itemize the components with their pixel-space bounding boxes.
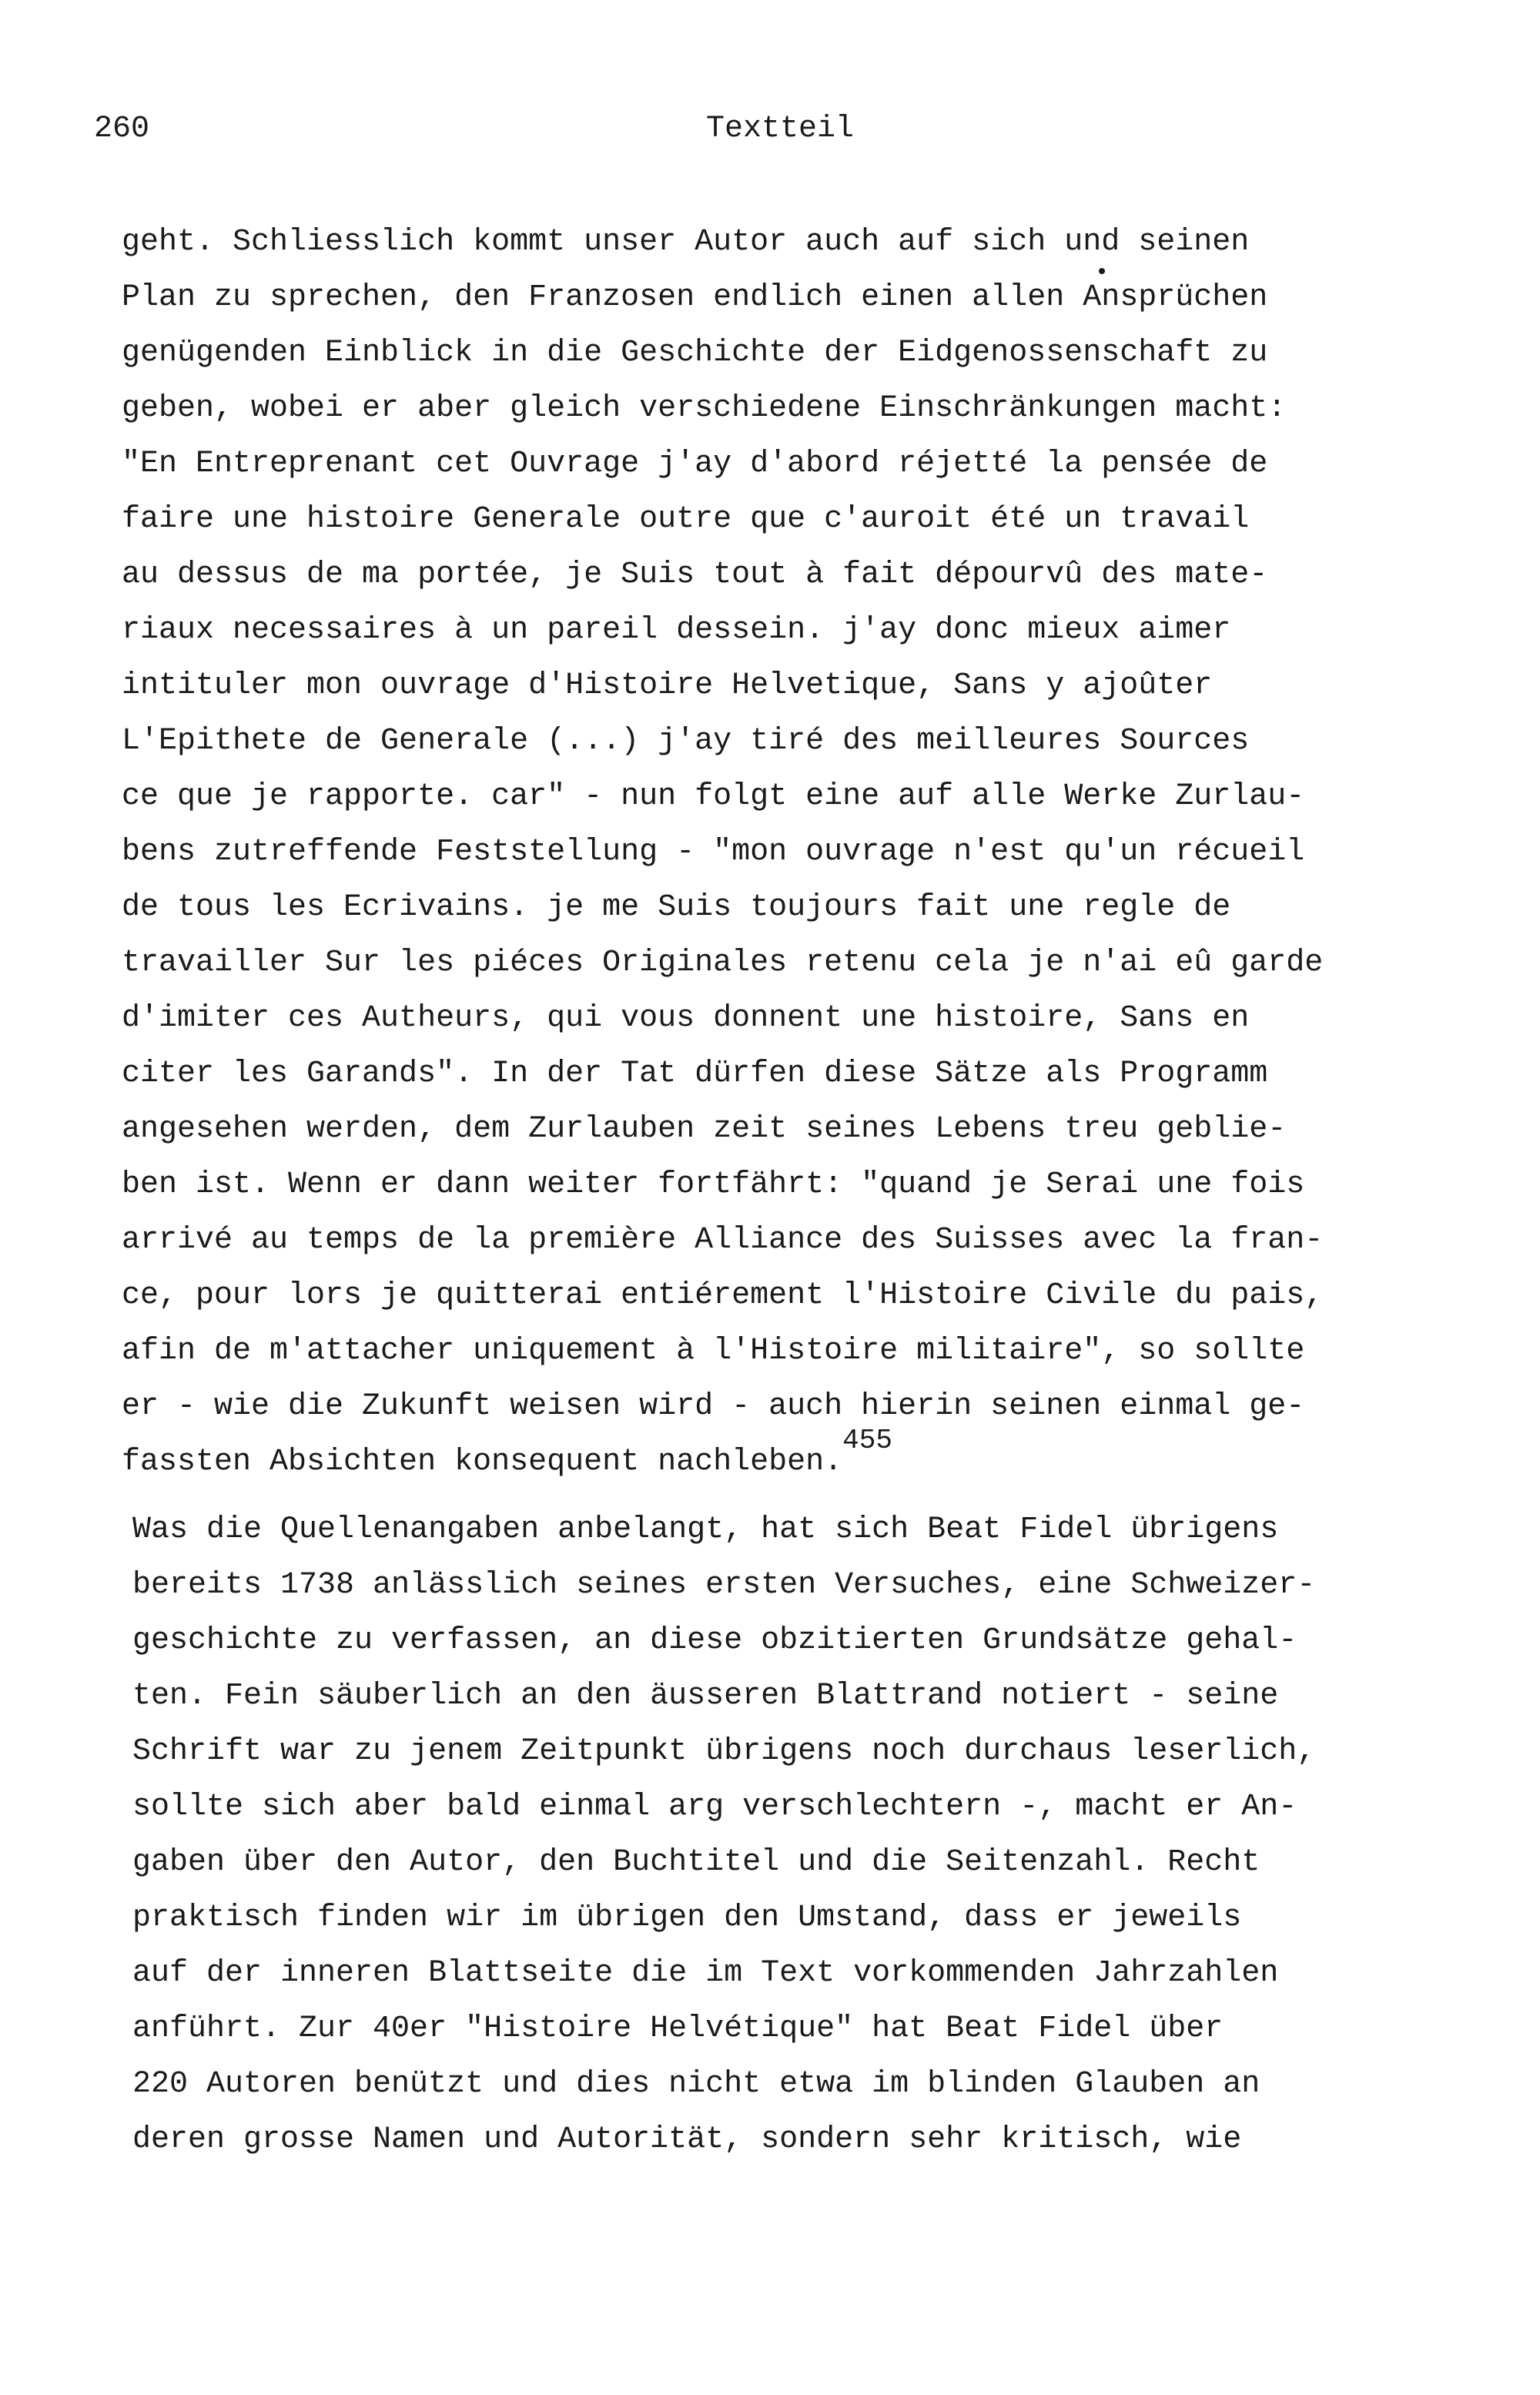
- page-header: [94, 106, 879, 152]
- text-line: er - wie die Zukunft weisen wird - auch hierin seinen einmal ge-: [122, 1389, 1305, 1424]
- text-line: geht. Schliesslich kommt unser Autor auch auf sich und seinen: [122, 225, 1250, 260]
- text-line: Plan zu sprechen, den Franzosen endlich einen allen Ansprüchen: [122, 280, 1268, 315]
- text-line: faire une histoire Generale outre que c'auroit été un travail: [122, 502, 1250, 537]
- text-line: anführt. Zur 40er "Histoire Helvétique" hat Beat Fidel über: [132, 2011, 1224, 2046]
- text-line: "En Entreprenant cet Ouvrage j'ay d'abord réjetté la pensée de: [122, 447, 1268, 481]
- page-number: 260: [94, 112, 150, 146]
- text-line: intituler mon ouvrage d'Histoire Helvetique, Sans y ajoûter: [122, 668, 1213, 703]
- text-line: ce, pour lors je quitterai entiérement l'Histoire Civile du pais,: [122, 1278, 1324, 1313]
- running-title: Textteil: [706, 112, 855, 146]
- text-line: d'imiter ces Autheurs, qui vous donnent une histoire, Sans en: [122, 1001, 1250, 1036]
- footnote-reference: 455: [842, 1425, 892, 1456]
- text-line: genügenden Einblick in die Geschichte der Eidgenossenschaft zu: [122, 336, 1268, 370]
- text-line: sollte sich aber bald einmal arg verschlechtern -, macht er An-: [132, 1790, 1297, 1824]
- text-line: gaben über den Autor, den Buchtitel und die Seitenzahl. Recht: [132, 1845, 1260, 1880]
- text-line: deren grosse Namen und Autorität, sondern sehr kritisch, wie: [132, 2122, 1242, 2157]
- text-line: afin de m'attacher uniquement à l'Histoire militaire", so sollte: [122, 1334, 1305, 1368]
- text-line: geben, wobei er aber gleich verschiedene Einschränkungen macht:: [122, 391, 1287, 426]
- text-line: angesehen werden, dem Zurlauben zeit seines Lebens treu geblie-: [122, 1112, 1287, 1147]
- text-line: ten. Fein säuberlich an den äusseren Blattrand notiert - seine: [132, 1679, 1279, 1713]
- text-line: de tous les Ecrivains. je me Suis toujours fait une regle de: [122, 890, 1231, 925]
- text-line-last: [122, 1425, 892, 1486]
- text-line: ben ist. Wenn er dann weiter fortfährt: "quand je Serai une fois: [122, 1167, 1305, 1202]
- text-line: Schrift war zu jenem Zeitpunkt übrigens noch durchaus leserlich,: [132, 1734, 1316, 1769]
- text-line: au dessus de ma portée, je Suis tout à fait dépourvû des mate-: [122, 558, 1268, 592]
- text-line: bens zutreffende Feststellung - "mon ouvrage n'est qu'un récueil: [122, 835, 1305, 869]
- text-line: arrivé au temps de la première Alliance des Suisses avec la fran-: [122, 1223, 1324, 1258]
- text-line: riaux necessaires à un pareil dessein. j'ay donc mieux aimer: [122, 613, 1231, 648]
- text-line: ce que je rapporte. car" - nun folgt eine auf alle Werke Zurlau-: [122, 779, 1305, 814]
- stray-dot-mark: [1099, 268, 1105, 274]
- text-line: L'Epithete de Generale (...) j'ay tiré des meilleures Sources: [122, 724, 1250, 759]
- text-line: 220 Autoren benützt und dies nicht etwa im blinden Glauben an: [132, 2067, 1260, 2102]
- text-line: Was die Quellenangaben anbelangt, hat sich Beat Fidel übrigens: [132, 1512, 1279, 1547]
- text-line: praktisch finden wir im übrigen den Umstand, dass er jeweils: [132, 1901, 1242, 1935]
- text-line: bereits 1738 anlässlich seines ersten Versuches, eine Schweizer-: [132, 1568, 1316, 1603]
- text-line: geschichte zu verfassen, an diese obzitierten Grundsätze gehal-: [132, 1623, 1297, 1658]
- text-line-last-content: fassten Absichten konsequent nachleben.: [122, 1445, 843, 1479]
- text-line: citer les Garands". In der Tat dürfen diese Sätze als Programm: [122, 1057, 1268, 1091]
- text-line: travailler Sur les piéces Originales retenu cela je n'ai eû garde: [122, 946, 1324, 980]
- text-line: auf der inneren Blattseite die im Text vorkommenden Jahrzahlen: [132, 1956, 1279, 1991]
